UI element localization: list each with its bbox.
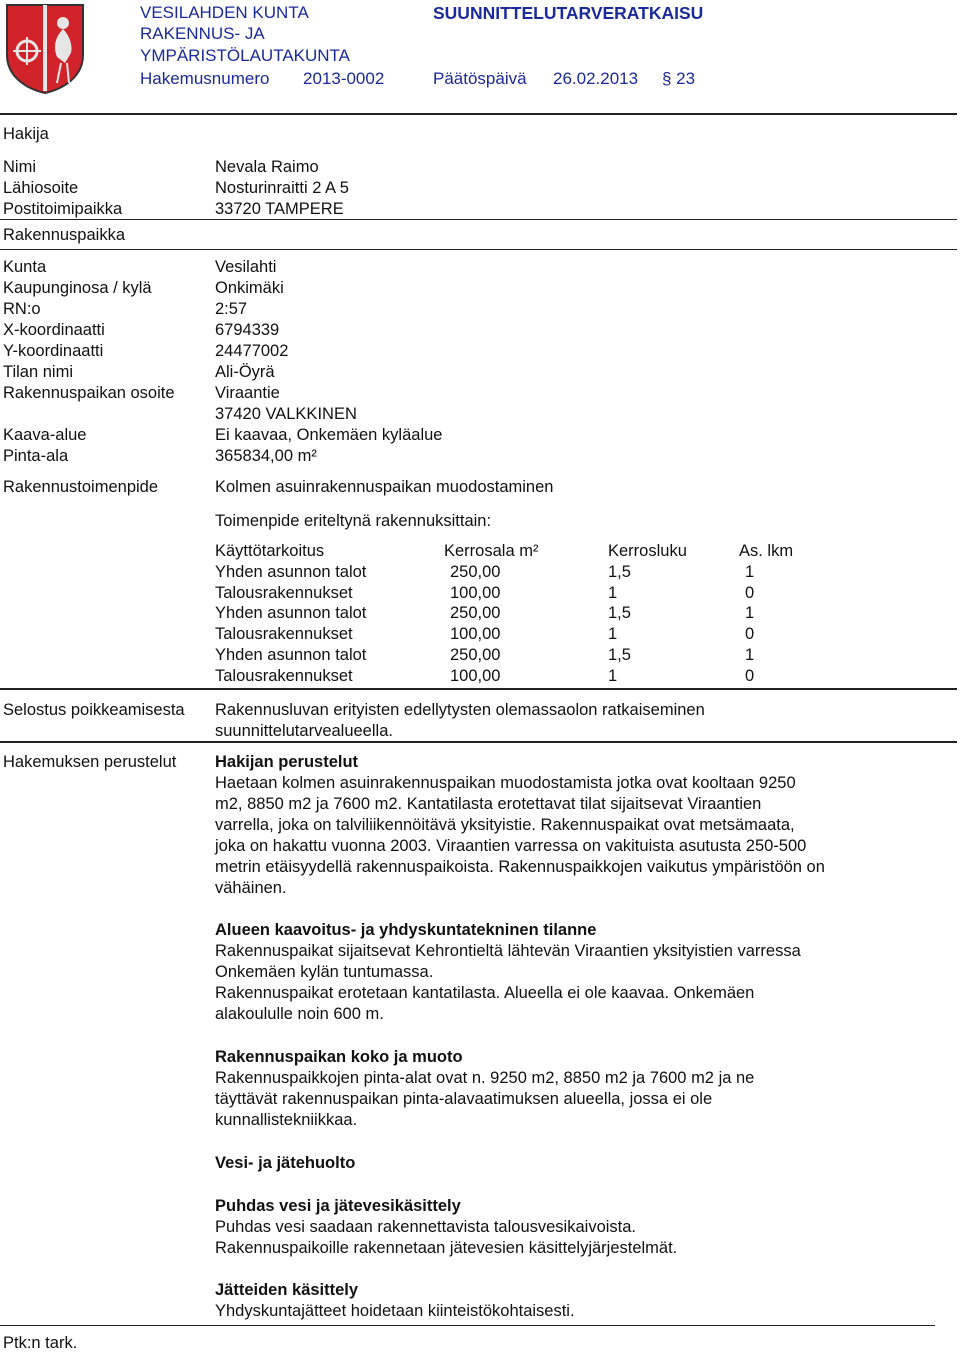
table-header-cell: Käyttötarkoitus (215, 542, 325, 560)
decision-date: 26.02.2013 (553, 69, 639, 88)
address-label: Lähiosoite (3, 179, 79, 197)
site-field-label: Kaupunginosa / kylä (3, 279, 152, 297)
grounds-line: metrin etäisyydellä rakennuspaikoista. Rakennuspaikkojen vaikutus ympäristöön on (215, 858, 825, 876)
header-divider (0, 113, 957, 115)
grounds-block-title: Vesi- ja jätehuolto (215, 1154, 356, 1172)
site-field-value: 24477002 (215, 342, 289, 360)
site-field-label: Pinta-ala (3, 447, 69, 465)
grounds-line: Onkemäen kylän tuntumassa. (215, 963, 434, 981)
grounds-line: Puhdas vesi saadaan rakennettavista talousvesikaivoista. (215, 1218, 636, 1236)
table-row (215, 666, 819, 687)
table-header-cell: As. lkm (739, 542, 794, 560)
table-row (215, 583, 819, 604)
section-number: § 23 (662, 69, 696, 88)
table-cell: Talousrakennukset (215, 625, 353, 644)
site-field-label: Tilan nimi (3, 363, 73, 381)
site-field-value: Ei kaavaa, Onkemäen kyläalue (215, 426, 443, 444)
site-field-label: Kaava-alue (3, 426, 87, 444)
applicant-post: 33720 TAMPERE (215, 200, 344, 218)
grounds-block-applicant (215, 752, 915, 899)
table-cell: 100,00 (450, 583, 501, 602)
document-type: SUUNNITTELUTARVERATKAISU (433, 3, 704, 23)
site-field-value: 37420 VALKKINEN (215, 405, 357, 423)
grounds-line: Rakennuspaikoille rakennetaan jätevesien käsittelyjärjestelmät. (215, 1239, 678, 1257)
table-cell: 1 (745, 604, 755, 623)
site-field-value: 6794339 (215, 321, 280, 339)
table-header-cell: Kerrosluku (608, 542, 687, 560)
table-row (215, 603, 819, 624)
grounds-line: Rakennuspaikat sijaitsevat Kehrontieltä lähtevän Viraantien yksityistien varressa (215, 942, 801, 960)
post-label: Postitoimipaikka (3, 200, 123, 218)
table-cell: Yhden asunnon talot (215, 562, 367, 581)
table-cell: 250,00 (450, 604, 501, 623)
table-cell: 1 (608, 583, 618, 602)
grounds-label: Hakemuksen perustelut (3, 753, 177, 771)
grounds-line: m2, 8850 m2 ja 7600 m2. Kantatilasta erotettavat tilat sijaitsevat Viraantien (215, 795, 762, 813)
site-field-value: Vesilahti (215, 258, 277, 276)
building-table (215, 541, 819, 687)
org-name-line2: RAKENNUS- JA (140, 24, 265, 43)
grounds-line: Haetaan kolmen asuinrakennuspaikan muodostamista jotka ovat kooltaan 9250 (215, 774, 796, 792)
deviation-line1: Rakennusluvan erityisten edellytysten olemassaolon ratkaiseminen (215, 701, 705, 719)
table-cell: Yhden asunnon talot (215, 604, 367, 623)
table-cell: 1,5 (608, 604, 631, 623)
coat-of-arms-logo (5, 3, 85, 95)
table-row (215, 645, 819, 666)
application-number-label: Hakemusnumero (140, 69, 270, 88)
org-name-line3: YMPÄRISTÖLAUTAKUNTA (140, 46, 351, 65)
grounds-line: Rakennuspaikat erotetaan kantatilasta. Alueella ei ole kaavaa. Onkemäen (215, 984, 755, 1002)
grounds-line: alakoululle noin 600 m. (215, 1005, 384, 1023)
measure-value: Kolmen asuinrakennuspaikan muodostaminen (215, 478, 554, 496)
footer-note: Ptk:n tark. (3, 1334, 78, 1352)
grounds-block-water (215, 1153, 915, 1174)
table-cell: 250,00 (450, 645, 501, 664)
site-field-label: X-koordinaatti (3, 321, 105, 339)
site-field-value: Viraantie (215, 384, 280, 402)
application-number: 2013-0002 (303, 69, 385, 88)
site-field-value: Ali-Öyrä (215, 363, 275, 381)
table-cell: 1,5 (608, 562, 631, 581)
applicant-section-title: Hakija (3, 125, 49, 143)
site-divider (0, 249, 957, 250)
table-cell: 100,00 (450, 625, 501, 644)
site-section-title: Rakennuspaikka (3, 226, 125, 244)
table-cell: 0 (745, 625, 755, 644)
site-field-value: 365834,00 m² (215, 447, 317, 465)
site-field-value: 2:57 (215, 300, 248, 318)
grounds-line: varrella, joka on talviliikennöitävä yksityistie. Rakennuspaikat ovat metsämaata, (215, 816, 795, 834)
grounds-line: Rakennuspaikkojen pinta-alat ovat n. 9250 m2, 8850 m2 ja 7600 m2 ja ne (215, 1069, 755, 1087)
grounds-line: täyttävät rakennuspaikan pinta-alavaatimuksen alueella, jossa ei ole (215, 1090, 713, 1108)
grounds-block-waste (215, 1280, 915, 1322)
name-label: Nimi (3, 158, 36, 176)
grounds-line: Yhdyskuntajätteet hoidetaan kiinteistökohtaisesti. (215, 1302, 575, 1320)
table-cell: 0 (745, 583, 755, 602)
applicant-address: Nosturinraitti 2 A 5 (215, 179, 349, 197)
applicant-name: Nevala Raimo (215, 158, 319, 176)
applicant-divider (0, 219, 957, 220)
table-cell: Talousrakennukset (215, 666, 353, 685)
grounds-block-clean-water (215, 1196, 915, 1259)
grounds-line: joka on hakattu vuonna 2003. Viraantien varressa on vakituista asutusta 250-500 (215, 837, 807, 855)
table-cell: 1 (608, 625, 618, 644)
table-cell: 100,00 (450, 666, 501, 685)
table-cell: 1,5 (608, 645, 631, 664)
grounds-block-title: Puhdas vesi ja jätevesikäsittely (215, 1197, 461, 1215)
table-cell: 1 (608, 666, 618, 685)
table-cell: 1 (745, 562, 755, 581)
table-header-row (215, 541, 819, 562)
deviation-line2: suunnittelutarvealueella. (215, 722, 393, 740)
deviation-label: Selostus poikkeamisesta (3, 701, 185, 719)
grounds-block-zoning (215, 920, 915, 1025)
table-header-cell: Kerrosala m² (444, 542, 539, 560)
grounds-block-title: Jätteiden käsittely (215, 1281, 359, 1299)
grounds-line: vähäinen. (215, 879, 287, 897)
grounds-block-title: Alueen kaavoitus- ja yhdyskuntatekninen tilanne (215, 921, 597, 939)
table-row (215, 624, 819, 645)
site-field-label: Rakennuspaikan osoite (3, 384, 175, 402)
table-cell: Talousrakennukset (215, 583, 353, 602)
grounds-block-title: Hakijan perustelut (215, 753, 359, 771)
measure-detail-intro: Toimenpide eriteltynä rakennuksittain: (215, 512, 492, 530)
decision-date-label: Päätöspäivä (433, 69, 527, 88)
table-cell: 0 (745, 666, 755, 685)
grounds-block-size (215, 1047, 915, 1131)
grounds-block-title: Rakennuspaikan koko ja muoto (215, 1048, 463, 1066)
table-cell: 1 (745, 645, 755, 664)
measure-label: Rakennustoimenpide (3, 478, 159, 496)
site-field-label: Kunta (3, 258, 47, 276)
footer-divider (0, 1325, 935, 1326)
site-field-value: Onkimäki (215, 279, 284, 297)
site-field-label: Y-koordinaatti (3, 342, 104, 360)
table-cell: Yhden asunnon talot (215, 645, 367, 664)
table-row (215, 562, 819, 583)
org-name-line1: VESILAHDEN KUNTA (140, 3, 309, 22)
table-cell: 250,00 (450, 562, 501, 581)
deviation-divider (0, 741, 957, 743)
grounds-line: kunnallistekniikkaa. (215, 1111, 358, 1129)
measure-divider (0, 688, 957, 690)
site-field-label: RN:o (3, 300, 41, 318)
